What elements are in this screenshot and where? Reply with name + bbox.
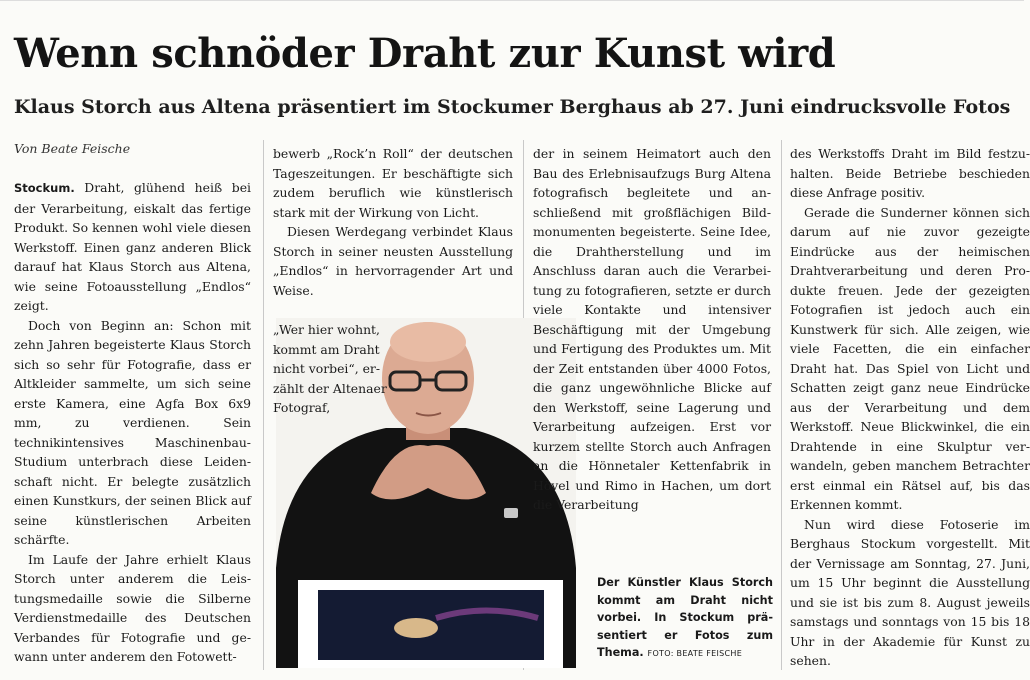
article-column-1 (14, 178, 251, 674)
paragraph: Nun wird diese Fotoserie im Berghaus Stockum vorgestellt. Mit der Vernissage am Sonntag, 27. Juni, um 15 Uhr beginnt die Ausstellung und sie ist bis zum 8. August jeweils samstags und sonntags von 15 bis 18 Uhr in der Akademie für Kunst zu sehen. (790, 516, 1030, 668)
paragraph: Gerade die Sunderner können sich darum auf nie zuvor gezeigte Eindrücke aus der heimischen Drahtverarbeitung und deren Produkte freuen. Jede der gezeigten Fotografien ist jedoch auch ein Kunstwerk für sich. Alle zeigen, wie viele Facetten, die ein einfacher Draht hat. Das Spiel von Licht und Schatten zeigt ganz neue Eindrücke aus der Verarbeitung und dem Werkstoff. Neue Blickwinkel, die ein Drahtende in eine Skulptur verwandeln, geben manchem Betrachter erst einmal ein Rätsel auf, bis das Erkennen kommt. (790, 204, 1030, 512)
subheadline: Klaus Storch aus Altena präsentiert im Stockumer Berghaus ab 27. Juni eindrucksvolle Fotos (14, 96, 1011, 118)
paragraph: Im Laufe der Jahre erhielt Klaus Storch unter anderem die Leistungsmedaille sowie die Silberne Verdienstmedaille des Deutschen Verbandes für Fotografie und gewann unter anderem den Fotowett- (14, 551, 251, 664)
paragraph: Draht, glühend heiß bei der Verarbeitung, eiskalt das fertige Produkt. So kennen wohl viele diesen Werkstoff. Einen ganz anderen Blick darauf hat Klaus Storch aus Altena, wie seine Fotoausstellung „Endlos“ zeigt. (14, 180, 251, 313)
pull-quote: „Wer hier wohnt, kommt am Draht nicht vorbei“, erzählt der Altenaer Fotograf, (273, 322, 387, 415)
column-rule (263, 140, 264, 670)
dateline-place: Stockum. (14, 181, 75, 195)
photo-credit: FOTO: BEATE FEISCHE (647, 649, 743, 658)
paragraph: Diesen Werdegang verbindet Klaus Storch in seiner neusten Ausstellung „Endlos“ in hervorragender Art und Weise. (273, 224, 513, 298)
headline: Wenn schnöder Draht zur Kunst wird (14, 30, 836, 77)
top-border (0, 0, 1024, 1)
paragraph: des Werkstoffs Draht im Bild festzuhalten. Beide Betriebe beschieden diese Anfrage positiv. (790, 146, 1030, 200)
byline: Von Beate Feische (14, 141, 131, 156)
paragraph: Doch von Beginn an: Schon mit zehn Jahren begeisterte Klaus Storch sich so sehr für Fotografie, dass er Altkleider sammelte, um sich seine erste Kamera, eine Agfa Box 6x9 mm, zu verdienen. Sein technikintensives Maschinenbau-Studium unterbrach diese Leidenschaft nicht. Er belegte zusätzlich einen Kunstkurs, der seinen Blick auf seine künstlerischen Arbeiten schärfte. (14, 317, 251, 547)
photo-caption (597, 574, 773, 663)
column-rule (781, 140, 782, 670)
article-column-3 (533, 144, 771, 534)
caption-text: Der Künstler Klaus Storch kommt am Draht nicht vorbei. In Stockum präsentiert er Fotos zum Thema. (597, 576, 773, 659)
paragraph: der in seinem Heimatort auch den Bau des Erlebnisaufzugs Burg Altena fotografisch begleitete und anschließend mit großflächigen Bildmonumenten begeisterte. Seine Idee, die Drahtherstellung und im Anschluss daran auch die Verarbeitung zu fotografieren, setzte er durch viele Kontakte und intensiver Beschäftigung mit der Umgebung und Fertigung des Produktes um. Mit der Zeit entstanden über 4000 Fotos, die ganz ungewöhnliche Blicke auf den Werkstoff, seine Lagerung und Verarbeitung aufzeigen. Erst vor kurzem stellte Storch auch Anfragen an die Hönnetaler Kettenfabrik in Hövel und Rimo in Hachen, um dort die Verarbeitung (533, 146, 771, 512)
paragraph: bewerb „Rock’n Roll“ der deutschen Tageszeitungen. Er beschäftigte sich zudem beruflich wie künstlerisch stark mit der Wirkung von Licht. (273, 146, 513, 220)
article-column-4 (790, 144, 1030, 674)
